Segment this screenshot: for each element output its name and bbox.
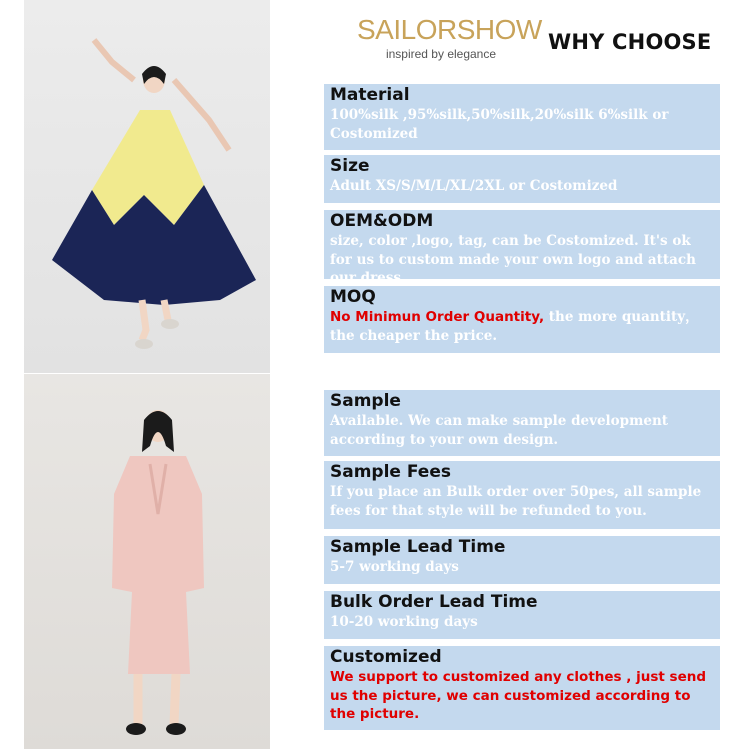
feature-title: Size [330, 156, 370, 176]
why-choose-heading: WHY CHOOSE [548, 30, 712, 54]
feature-text: Available. We can make sample development according to your own design. [330, 413, 669, 448]
feature-title: OEM&ODM [330, 211, 434, 231]
brand-tagline: inspired by elegance [385, 47, 497, 61]
feature-title: Sample Fees [330, 462, 451, 482]
feature-text: If you place an Bulk order over 50pes, all sample fees for that style will be refunded to you. [330, 484, 702, 519]
feature-text: 100%silk ,95%silk,50%silk,20%silk 6%silk or Costomized [330, 107, 669, 142]
feature-size [324, 155, 720, 203]
moq-text: the more quantity，the cheaper the price. [330, 309, 699, 344]
feature-text: We support to customized any clothes , just send us the picture, we can customized according to the picture. [330, 669, 707, 722]
feature-sample-lead-time [324, 536, 720, 584]
brand-logo [357, 14, 542, 61]
feature-title: Material [330, 85, 410, 105]
feature-text: 10-20 working days [330, 614, 478, 630]
feature-bulk-order-lead-time [324, 591, 720, 639]
feature-text: Adult XS/S/M/L/XL/2XL or Costomized [330, 178, 618, 194]
feature-text: size, color ,logo, tag, can be Costomized. It's ok for us to custom made your own logo and attach our dress. [330, 233, 696, 286]
feature-text: 5-7 working days [330, 559, 459, 575]
feature-customized [324, 646, 720, 730]
model-photo-pink-blazer-dress [24, 374, 270, 749]
feature-sample [324, 390, 720, 456]
model-photo-yellow-navy-dress [24, 0, 270, 373]
brand-name: SAILORSHOW [357, 14, 542, 45]
feature-material [324, 84, 720, 150]
feature-title: MOQ [330, 287, 376, 307]
feature-title: Customized [330, 647, 442, 667]
feature-sample-fees [324, 461, 720, 529]
feature-text [330, 308, 712, 345]
feature-oem-odm [324, 210, 720, 286]
feature-title: Sample Lead Time [330, 537, 506, 557]
feature-moq [324, 286, 720, 353]
moq-highlight: No Minimun Order Quantity, [330, 309, 545, 325]
feature-title: Sample [330, 391, 401, 411]
feature-title: Bulk Order Lead Time [330, 592, 538, 612]
